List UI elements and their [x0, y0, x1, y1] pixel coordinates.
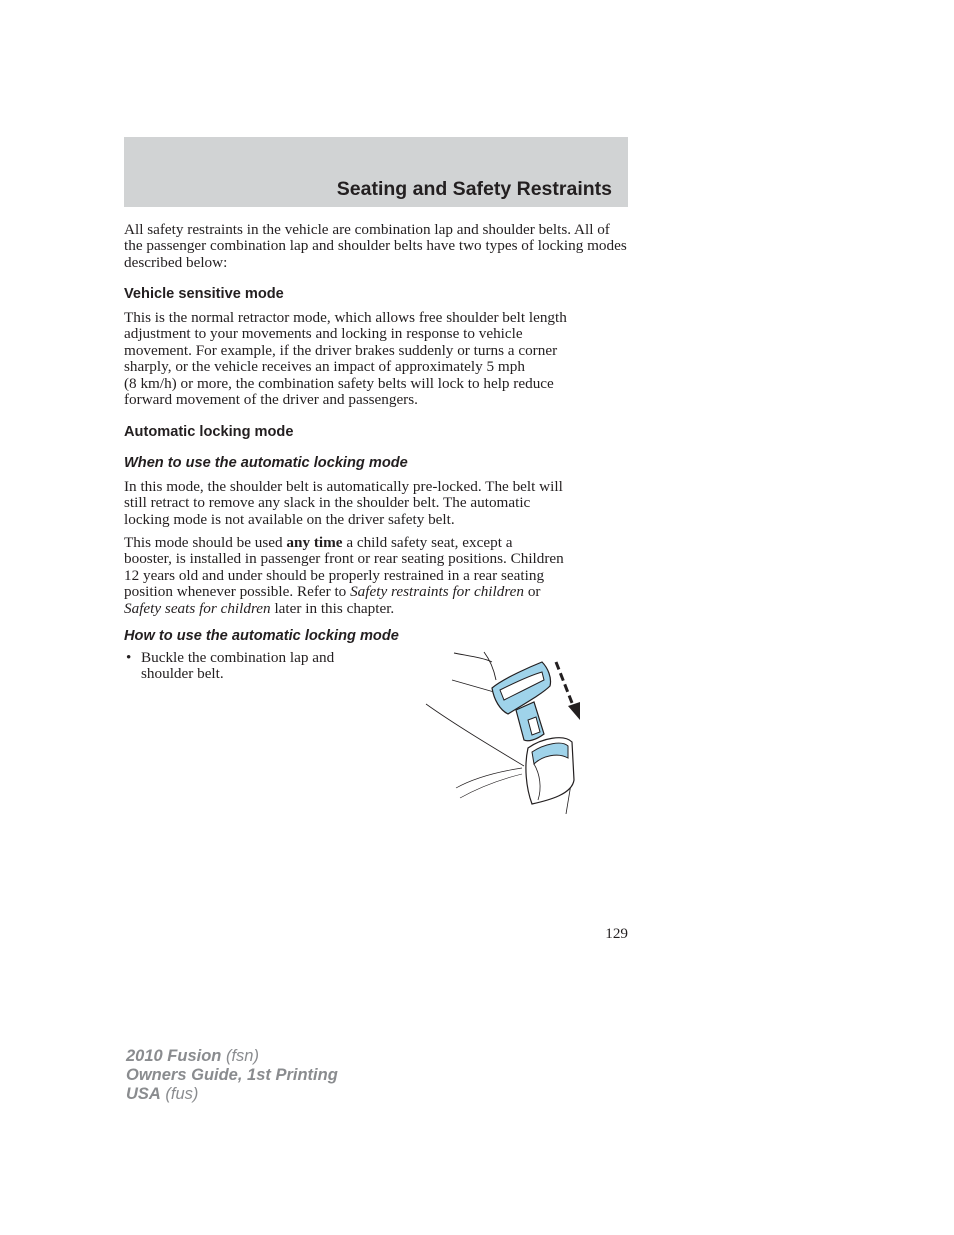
paragraph-line: forward movement of the driver and passengers. [124, 391, 418, 409]
when-to-use-heading: When to use the automatic locking mode [124, 455, 408, 471]
intro-paragraph: All safety restraints in the vehicle are combination lap and shoulder belts. All of the passenger combination lap and shoulder belts have two types of locking modes described below: [124, 221, 627, 271]
seatbelt-buckle-icon [424, 648, 586, 814]
emphasis-text: any time [286, 534, 343, 551]
bullet-icon: • [126, 649, 132, 666]
paragraph-line [124, 584, 630, 600]
page-number: 129 [605, 925, 628, 942]
when-to-use-paragraph-1 [124, 479, 630, 528]
paragraph-line: In this mode, the shoulder belt is automatically pre-locked. The belt will [124, 478, 563, 495]
automatic-locking-heading: Automatic locking mode [124, 424, 294, 440]
cross-reference: Safety seats for children [124, 599, 271, 617]
paragraph-line [124, 601, 630, 617]
how-to-use-heading: How to use the automatic locking mode [124, 628, 399, 644]
footer-line [126, 1047, 338, 1066]
vehicle-sensitive-heading: Vehicle sensitive mode [124, 286, 284, 302]
paragraph-line: movement. For example, if the driver brakes suddenly or turns a corner [124, 341, 558, 359]
paragraph-line: still retract to remove any slack in the shoulder belt. The automatic [124, 494, 531, 512]
list-item [124, 650, 374, 684]
paragraph-line: (8 km/h) or more, the combination safety belts will lock to help reduce [124, 374, 554, 392]
footer-line: Owners Guide, 1st Printing [126, 1066, 338, 1084]
footer-model: 2010 Fusion [126, 1047, 222, 1065]
text-run: later in this chapter. [270, 599, 395, 617]
paragraph-line: booster, is installed in passenger front or rear seating positions. Children [124, 550, 564, 568]
text-run: a child safety seat, except a [342, 534, 513, 551]
cross-reference: Safety restraints for children [350, 583, 525, 601]
paragraph-line: 12 years old and under should be properly restrained in a rear seating [124, 566, 545, 584]
vehicle-sensitive-paragraph [124, 310, 630, 408]
section-header-band [124, 137, 628, 207]
paragraph-line: This is the normal retractor mode, which allows free shoulder belt length [124, 309, 567, 326]
text-run: This mode should be used [124, 534, 287, 551]
when-to-use-paragraph-2 [124, 535, 630, 617]
section-title: Seating and Safety Restraints [336, 178, 612, 200]
paragraph-line: sharply, or the vehicle receives an impact of approximately 5 mph [124, 358, 525, 376]
paragraph-line [124, 535, 630, 551]
footer-code: (fus) [160, 1085, 199, 1103]
text-run: position whenever possible. Refer to [124, 583, 351, 601]
text-run: or [524, 583, 541, 601]
bullet-text: Buckle the combination lap and shoulder belt. [141, 649, 335, 683]
footer-code: (fsn) [221, 1047, 259, 1065]
paragraph-line: locking mode is not available on the driver safety belt. [124, 510, 455, 528]
footer-line [126, 1085, 338, 1104]
footer-market: USA [126, 1085, 161, 1103]
paragraph-line: adjustment to your movements and locking in response to vehicle [124, 325, 523, 343]
document-footer [126, 1047, 338, 1104]
